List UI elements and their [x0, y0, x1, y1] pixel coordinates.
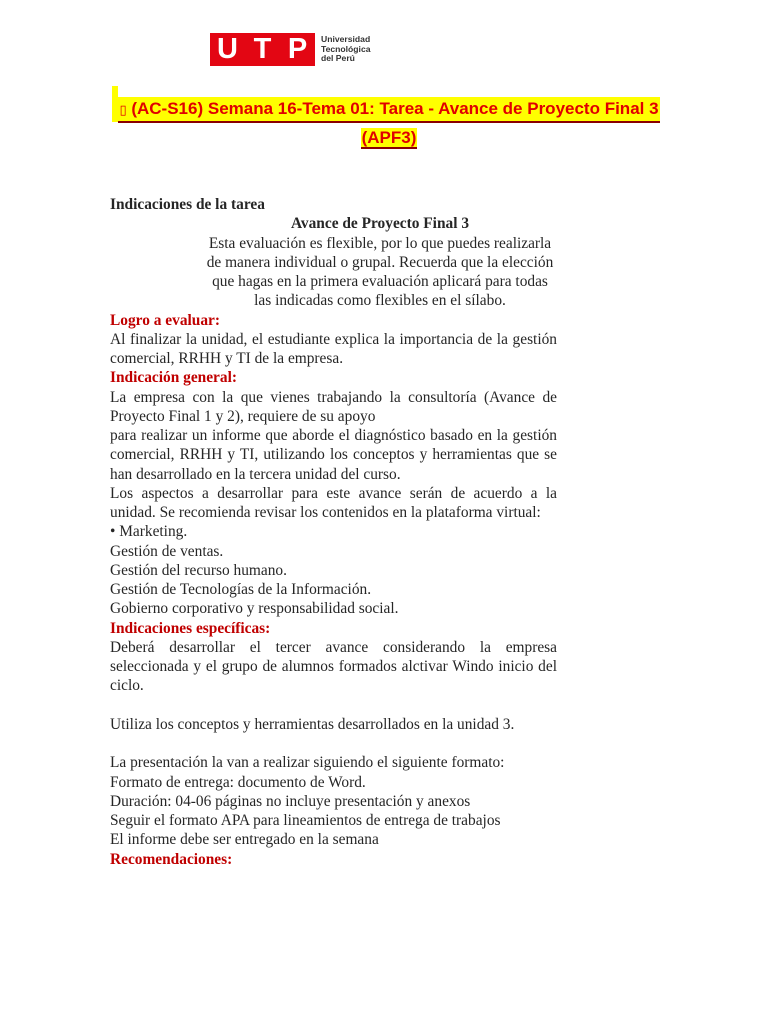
format-line: El informe debe ser entregado en la semana: [110, 831, 379, 849]
general-label: Indicación general:: [110, 369, 237, 387]
general-line: Proyecto Final 1 y 2), requiere de su apoyo: [110, 407, 376, 425]
intro-line: que hagas en la primera evaluación aplicará para todas: [212, 273, 548, 290]
topic-item: • Marketing.: [110, 523, 188, 541]
logo-letter-t: T: [253, 33, 272, 65]
topic-item: Gobierno corporativo y responsabilidad social.: [110, 600, 399, 618]
specific-line: seleccionada y el grupo de alumnos formados alctivar Windo inicio del: [110, 658, 557, 675]
intro-line: las indicadas como flexibles en el sílabo.: [254, 292, 506, 310]
blank-line: [110, 696, 557, 715]
page-title-continued: [109, 128, 669, 149]
achievement-label: Logro a evaluar:: [110, 311, 221, 329]
format-line: La presentación la van a realizar siguiendo el siguiente formato:: [110, 754, 505, 772]
general-line: Los aspectos a desarrollar para este avance serán de acuerdo a la: [110, 484, 557, 502]
task-instructions: [110, 195, 557, 869]
topic-item: Gestión de Tecnologías de la Información.: [110, 581, 372, 598]
achievement-line: comercial, RRHH y TI de la empresa.: [110, 350, 344, 367]
missing-glyph-icon: ▯: [119, 103, 127, 118]
university-name-line: del Perú: [321, 53, 355, 64]
title-highlight: (APF3): [361, 128, 417, 147]
format-line: Formato de entrega: documento de Word.: [110, 773, 366, 791]
logo-letter-u: U: [217, 33, 238, 65]
title-text: (AC-S16) Semana 16-Tema 01: Tarea - Avance de Proyecto Final 3: [131, 99, 659, 118]
format-line: Duración: 04-06 páginas no incluye presentación y anexos: [110, 792, 471, 810]
recommendations-label: Recomendaciones:: [110, 850, 233, 868]
achievement-line: Al finalizar la unidad, el estudiante explica la importancia de la gestión: [110, 330, 557, 348]
university-name: [321, 35, 371, 64]
page-title: [109, 97, 669, 123]
topic-item: Gestión del recurso humano.: [110, 561, 287, 579]
general-line: comercial, RRHH y TI, utilizando los conceptos y herramientas que se: [110, 446, 557, 464]
topic-item: Gestión de ventas.: [110, 542, 224, 560]
title-highlight: [118, 97, 659, 123]
general-line: para realizar un informe que aborde el diagnóstico basado en la gestión: [110, 427, 557, 444]
intro-line: de manera individual o grupal. Recuerda que la elección: [206, 253, 554, 271]
general-line: unidad. Se recomienda revisar los contenidos en la plataforma virtual:: [110, 504, 541, 521]
logo-letter-block: [210, 33, 315, 66]
intro-title: Avance de Proyecto Final 3: [290, 215, 470, 233]
logo-letter-p: P: [287, 33, 308, 65]
general-line: La empresa con la que vienes trabajando la consultoría (Avance de: [110, 388, 557, 406]
university-name-line: Tecnológica: [321, 43, 371, 54]
format-line: Seguir el formato APA para lineamientos de entrega de trabajos: [110, 812, 501, 829]
blank-line: [110, 734, 557, 753]
specific-line: ciclo.: [110, 677, 144, 695]
specific-line: Deberá desarrollar el tercer avance considerando la empresa: [110, 638, 557, 656]
specific-label: Indicaciones específicas:: [110, 619, 271, 637]
instructions-heading: Indicaciones de la tarea: [110, 196, 265, 213]
general-line: han desarrollado en la tercera unidad del curso.: [110, 465, 401, 483]
utp-logo: [210, 33, 371, 66]
concepts-line: Utiliza los conceptos y herramientas desarrollados en la unidad 3.: [110, 715, 515, 733]
intro-line: Esta evaluación es flexible, por lo que puedes realizarla: [208, 234, 552, 252]
university-name-line: Universidad: [321, 34, 371, 45]
